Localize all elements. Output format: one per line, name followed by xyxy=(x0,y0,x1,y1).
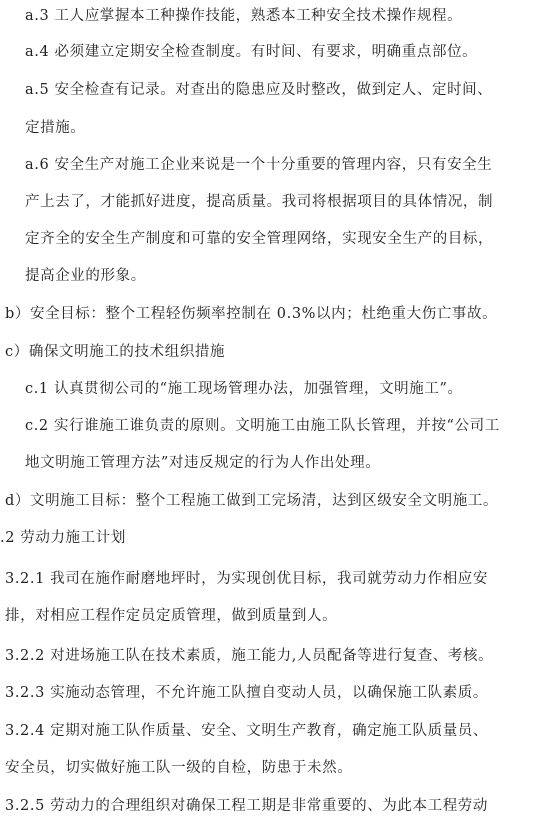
text-line: 定措施。 xyxy=(25,120,86,136)
text-line: d）文明施工目标：整个工程施工做到工完场清，达到区级安全文明施工。 xyxy=(5,493,499,509)
text-line: 地文明施工管理方法”对违反规定的行为人作出处理。 xyxy=(25,455,381,471)
text-line: 3.2.2 对进场施工队在技术素质，施工能力,人员配备等进行复查、考核。 xyxy=(5,648,494,664)
text-line: c）确保文明施工的技术组织措施 xyxy=(5,344,226,360)
text-line: a.4 必须建立定期安全检查制度。有时间、有要求，明确重点部位。 xyxy=(25,44,478,60)
text-line: 3.2.4 定期对施工队作质量、安全、文明生产教育，确定施工队质量员、 xyxy=(5,723,489,739)
text-line: c.1 认真贯彻公司的“施工现场管理办法，加强管理，文明施工”。 xyxy=(25,381,463,397)
text-line: 提高企业的形象。 xyxy=(25,268,146,284)
section-heading: .2 劳动力施工计划 xyxy=(0,530,126,546)
text-line: a.5 安全检查有记录。对查出的隐患应及时整改，做到定人、定时间、 xyxy=(25,82,493,98)
text-line: 3.2.5 劳动力的合理组织对确保工程工期是非常重要的、为此本工程劳动 xyxy=(5,798,489,814)
text-line: b）安全目标：整个工程轻伤频率控制在 0.3%以内；杜绝重大伤亡事故。 xyxy=(5,306,498,322)
text-line: a.6 安全生产对施工企业来说是一个十分重要的管理内容，只有安全生 xyxy=(25,157,493,173)
text-line: 3.2.1 我司在施作耐磨地坪时，为实现创优目标，我司就劳动力作相应安 xyxy=(5,571,489,587)
text-line: a.3 工人应掌握本工种操作技能，熟悉本工种安全技术操作规程。 xyxy=(25,8,463,24)
text-line: 定齐全的安全生产制度和可靠的安全管理网络，实现安全生产的目标， xyxy=(25,231,494,247)
text-line: 产上去了，才能抓好进度，提高质量。我司将根据项目的具体情况，制 xyxy=(25,194,494,210)
text-line: 安全员，切实做好施工队一级的自检，防患于未然。 xyxy=(5,760,353,776)
text-line: c.2 实行谁施工谁负责的原则。文明施工由施工队长管理，并按“公司工 xyxy=(25,418,500,434)
text-line: 排，对相应工程作定员定质管理，做到质量到人。 xyxy=(5,608,338,624)
text-line: 3.2.3 实施动态管理，不允许施工队擅自变动人员，以确保施工队素质。 xyxy=(5,685,489,701)
